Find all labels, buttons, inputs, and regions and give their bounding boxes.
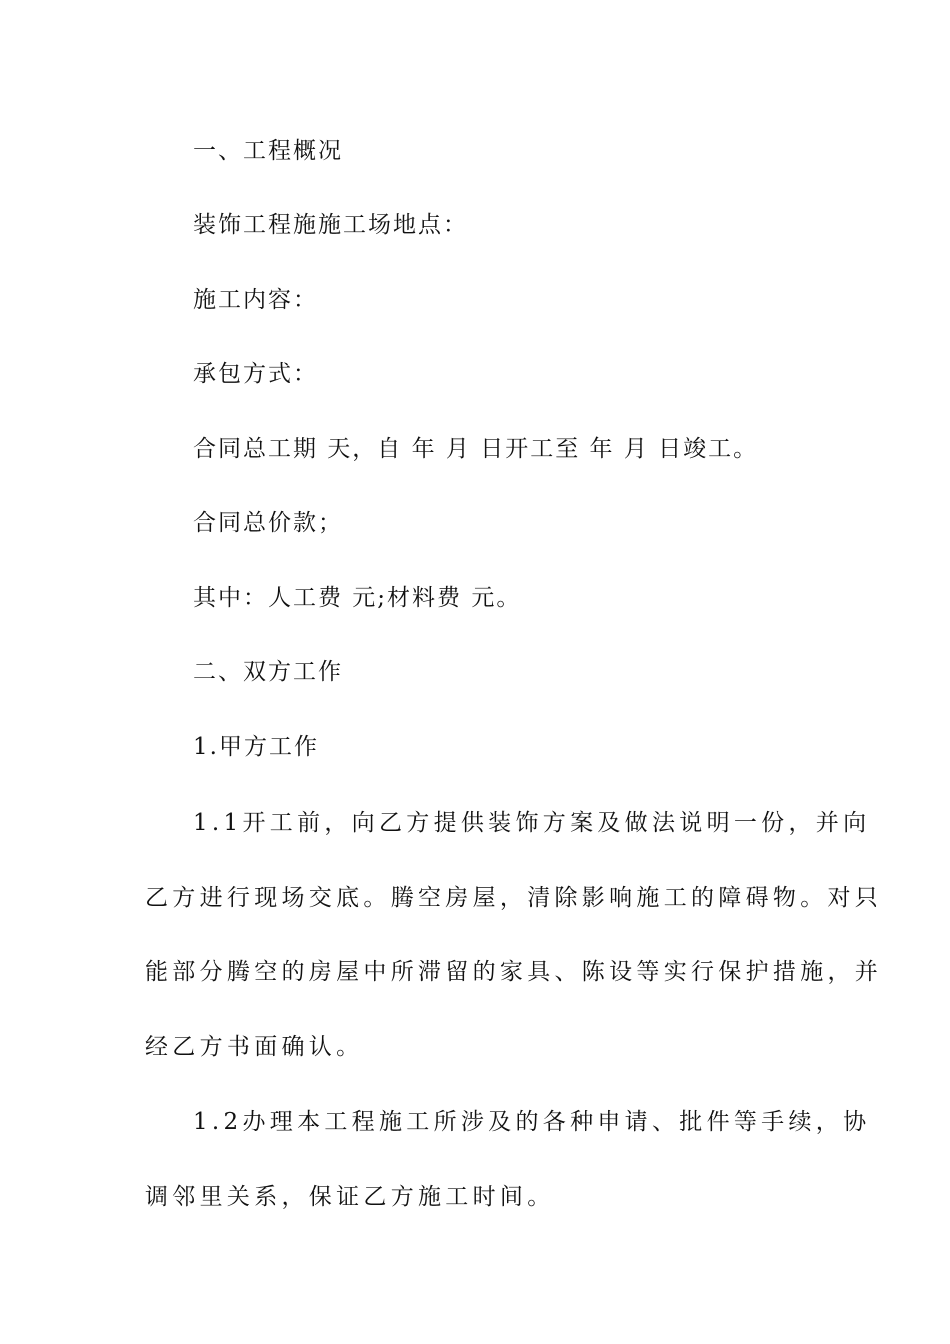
paragraph-1-1-line-3: 能部分腾空的房屋中所滞留的家具、陈设等实行保护措施，并: [145, 959, 883, 985]
subsection-heading-party-a-work: 1.甲方工作: [193, 734, 319, 760]
cost-breakdown-line: 其中：人工费 元;材料费 元。: [193, 585, 522, 611]
section-heading-project-overview: 一、工程概况: [193, 138, 343, 164]
paragraph-1-1-line-2: 乙方进行现场交底。腾空房屋，清除影响施工的障碍物。对只: [145, 885, 883, 911]
contract-price-line: 合同总价款；: [193, 510, 343, 536]
contract-method-line: 承包方式：: [193, 361, 318, 387]
contract-duration-line: 合同总工期 天，自 年 月 日开工至 年 月 日竣工。: [193, 436, 759, 462]
paragraph-1-1-line-1: 1.1开工前，向乙方提供装饰方案及做法说明一份，并向: [193, 810, 871, 836]
paragraph-1-2-line-2: 调邻里关系，保证乙方施工时间。: [145, 1184, 555, 1210]
paragraph-1-2-line-1: 1.2办理本工程施工所涉及的各种申请、批件等手续，协: [193, 1109, 871, 1135]
construction-content-line: 施工内容：: [193, 287, 318, 313]
construction-site-line: 装饰工程施施工场地点：: [193, 212, 468, 238]
section-heading-both-parties-work: 二、双方工作: [193, 659, 343, 685]
paragraph-1-1-line-4: 经乙方书面确认。: [145, 1034, 364, 1060]
